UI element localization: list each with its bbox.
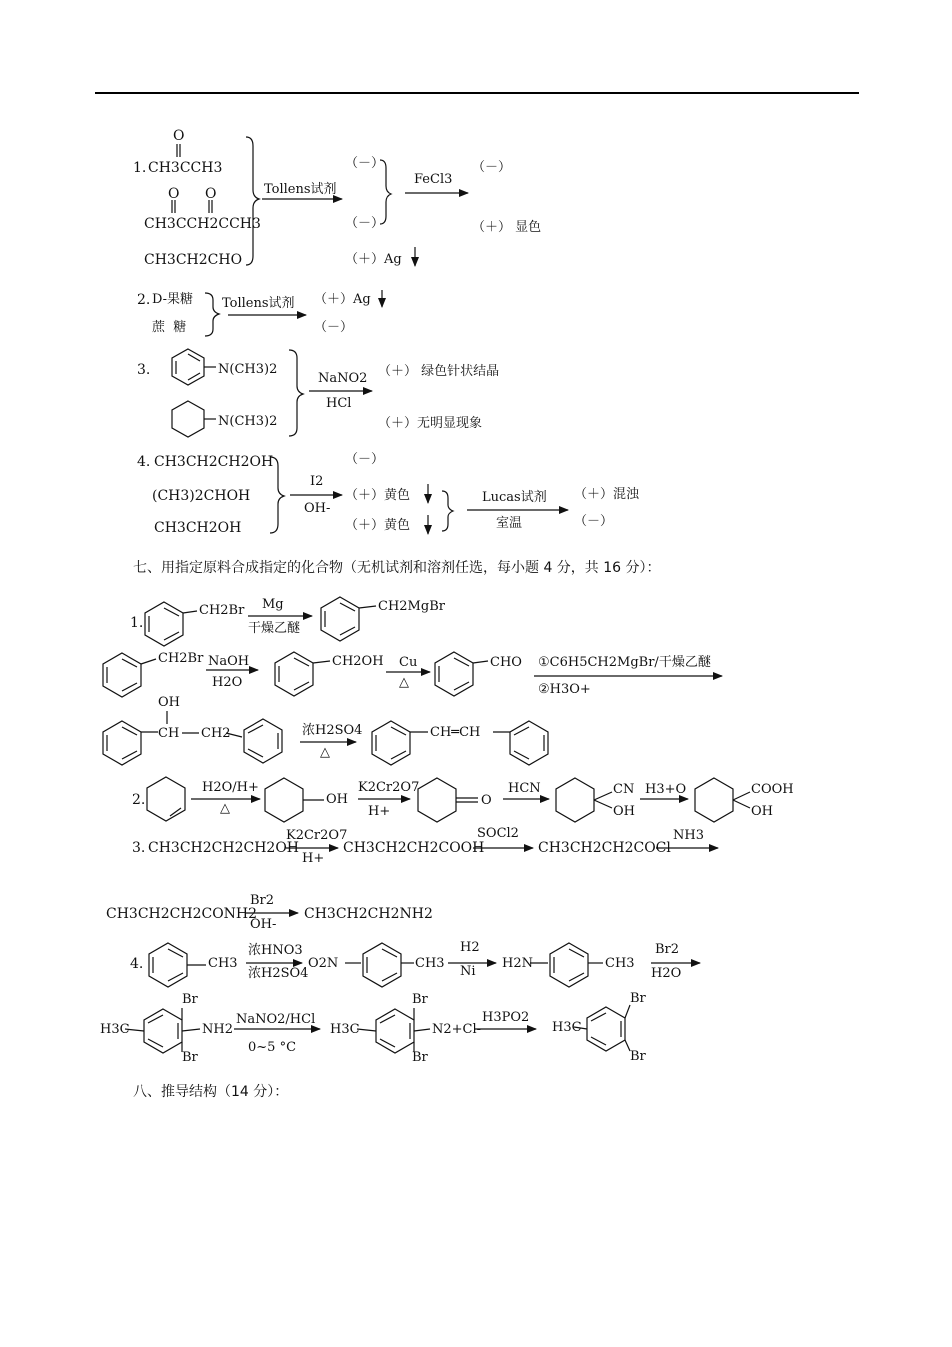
s4-o2n: O2N	[308, 956, 339, 971]
s4-nh2: NH2	[202, 1022, 233, 1037]
cyclohexane-ring-s2b	[418, 778, 456, 822]
cyclohexane-ring-s2d	[695, 778, 733, 822]
p3-result-crystal: （＋） 绿色针状结晶	[378, 364, 500, 379]
s4-reagent-h2: H2	[460, 940, 480, 955]
s1-ch2br: CH2Br	[199, 603, 245, 618]
p2-number: 2.	[137, 292, 151, 308]
p3-number: 3.	[137, 362, 151, 378]
s4-number: 4.	[130, 956, 144, 972]
s3-butanol: CH3CH2CH2CH2OH	[148, 840, 299, 856]
s4-h3c-2: H3C	[330, 1022, 360, 1037]
s2-oh-3: OH	[751, 804, 773, 819]
s4-reagent-hno3: 浓HNO3	[248, 943, 303, 958]
s4-h3c-3: H3C	[552, 1020, 582, 1035]
s3-reagent-nh3: NH3	[673, 828, 704, 843]
s3-reagent-oh: OH-	[250, 917, 277, 932]
s1-reagent-ether: 干燥乙醚	[248, 621, 301, 636]
s4-toluidine-ch3: CH3	[605, 956, 635, 971]
p4-result-neg: （－）	[345, 452, 385, 467]
s3-reagent-k2cr2o7: K2Cr2O7	[286, 828, 348, 843]
cyclohexane-ring-s2a	[265, 778, 303, 822]
p4-number: 4.	[137, 454, 151, 470]
s2-heat: △	[220, 801, 230, 816]
cyclohexane-ring-1	[172, 401, 204, 437]
s4-toluene-ch3: CH3	[208, 956, 238, 971]
s1-heat-2: △	[320, 745, 330, 760]
cyclohexane-ring-s2c	[556, 778, 594, 822]
p1-diketone-o2: O	[205, 186, 217, 202]
s1-reagent-mg: Mg	[262, 597, 284, 612]
p4-result-turbid: （＋）混浊	[574, 487, 640, 502]
section-8-heading: 八、推导结构（14 分）：	[133, 1084, 289, 1100]
p2-reagent-tollens: Tollens试剂	[222, 296, 295, 311]
p4-result-neg2: （－）	[574, 514, 614, 529]
s3-number: 3.	[132, 840, 146, 856]
s2-cooh: COOH	[751, 782, 794, 797]
s1-reagent-h2o: H2O	[212, 675, 243, 690]
s1-ch2br-2: CH2Br	[158, 651, 204, 666]
s4-nitrotoluene-ch3: CH3	[415, 956, 445, 971]
s1-reagent-h2so4: 浓H2SO4	[302, 723, 363, 738]
p1-reagent-fecl3: FeCl3	[414, 172, 453, 187]
section-7-heading: 七、用指定原料合成指定的化合物（无机试剂和溶剂任选，每小题 4 分，共 16 分）：	[133, 560, 661, 576]
s1-ch2: CH2	[201, 726, 231, 741]
brace-6	[442, 491, 453, 531]
p4-reagent-i2: I2	[310, 474, 324, 489]
p4-reagent-oh: OH-	[304, 501, 331, 516]
s2-reagent-h2o-h: H2O/H+	[202, 780, 259, 795]
p1-result-neg2: （－）	[345, 216, 385, 231]
s3-reagent-br2: Br2	[250, 893, 275, 908]
s1-cho: CHO	[490, 655, 522, 670]
p3-reagent-hcl: HCl	[326, 396, 352, 411]
s1-reagent-naoh: NaOH	[208, 654, 250, 669]
s2-number: 2.	[132, 792, 146, 808]
p1-acetone: CH3CCH3	[148, 160, 223, 176]
p2-result-ag: （＋）Ag	[314, 292, 371, 307]
s2-oh: OH	[326, 792, 348, 807]
s3-reagent-h: H+	[302, 851, 325, 866]
s4-h3c: H3C	[100, 1022, 130, 1037]
p2-result-neg: （－）	[314, 320, 354, 335]
s3-reagent-socl2: SOCl2	[477, 826, 519, 841]
brace-4	[289, 350, 303, 436]
s4-h2n: H2N	[502, 956, 533, 971]
s1-reagent-cu: Cu	[399, 655, 418, 670]
s4-br-bottom: Br	[182, 1050, 198, 1065]
s4-reagent-nano2: NaNO2/HCl	[236, 1012, 316, 1027]
p1-reagent-tollens: Tollens试剂	[264, 182, 337, 197]
s2-reagent-h3o: H3+O	[645, 782, 687, 797]
p3-cyclohexylamine-sub: N(CH3)2	[218, 414, 278, 429]
p4-isopropanol: (CH3)2CHOH	[152, 488, 251, 504]
p1-ketone-o: O	[173, 128, 185, 144]
s3-butanoyl-chloride: CH3CH2CH2COCl	[538, 840, 671, 856]
s4-br-top-2: Br	[412, 992, 428, 1007]
p1-result-neg3: （－）	[472, 160, 512, 175]
s1-stilbene-linker: CH═CH	[430, 725, 481, 740]
p3-reagent-nano2: NaNO2	[318, 371, 368, 386]
s1-step1: ①C6H5CH2MgBr/干燥乙醚	[538, 655, 711, 670]
s4-br-top-3: Br	[630, 991, 646, 1006]
s2-reagent-h: H+	[368, 804, 391, 819]
cyclohexene-ring	[147, 777, 185, 821]
s4-reagent-h3po2: H3PO2	[482, 1010, 530, 1025]
p4-propanol: CH3CH2CH2OH	[154, 454, 274, 470]
s1-step2: ②H3O+	[538, 682, 591, 697]
s1-ch2mgbr: CH2MgBr	[378, 599, 445, 614]
p4-reagent-rt: 室温	[496, 516, 523, 531]
s3-butanoic-acid: CH3CH2CH2COOH	[343, 840, 485, 856]
p1-diketone-o1: O	[168, 186, 180, 202]
p4-result-yellow2: （＋）黄色	[345, 518, 411, 533]
s1-heat: △	[399, 675, 409, 690]
p1-diketone: CH3CCH2CCH3	[144, 216, 261, 232]
s1-ch: CH	[158, 726, 180, 741]
s1-number: 1.	[130, 615, 144, 631]
s4-br-bottom-3: Br	[630, 1049, 646, 1064]
p2-sucrose: 蔗 糖	[152, 320, 187, 335]
p4-reagent-lucas: Lucas试剂	[482, 490, 547, 505]
s3-butanamide: CH3CH2CH2CONH2	[106, 906, 258, 922]
s4-br-bottom-2: Br	[412, 1050, 428, 1065]
s4-reagent-br2: Br2	[655, 942, 680, 957]
p1-result-ag: （＋）Ag	[345, 252, 402, 267]
s4-reagent-h2so4: 浓H2SO4	[248, 966, 309, 981]
s4-reagent-h2o: H2O	[651, 966, 682, 981]
p4-result-yellow1: （＋）黄色	[345, 488, 411, 503]
s2-reagent-k2cr2o7: K2Cr2O7	[358, 780, 420, 795]
s2-ketone-o: O	[481, 793, 492, 808]
s1-oh: OH	[158, 695, 180, 710]
s4-diazonium: N2+Cl-	[432, 1022, 482, 1037]
s4-reagent-ni: Ni	[460, 964, 476, 979]
p1-propanal: CH3CH2CHO	[144, 252, 243, 268]
p3-dimethylaniline-sub: N(CH3)2	[218, 362, 278, 377]
p3-result-none: （＋）无明显现象	[378, 416, 483, 431]
s1-ch2oh: CH2OH	[332, 654, 384, 669]
s2-reagent-hcn: HCN	[508, 781, 541, 796]
p1-result-neg1: （－）	[345, 156, 385, 171]
brace-1	[246, 137, 259, 265]
s4-reagent-temp: 0~5 °C	[248, 1040, 297, 1055]
brace-3	[205, 293, 219, 336]
s3-propylamine: CH3CH2CH2NH2	[304, 906, 433, 922]
s4-br-top: Br	[182, 992, 198, 1007]
p2-fructose: D-果糖	[152, 292, 194, 307]
p4-ethanol: CH3CH2OH	[154, 520, 242, 536]
p1-number: 1.	[133, 160, 147, 176]
s2-cn: CN	[613, 782, 635, 797]
p1-result-color: （＋） 显色	[472, 220, 542, 235]
s2-oh-2: OH	[613, 804, 635, 819]
